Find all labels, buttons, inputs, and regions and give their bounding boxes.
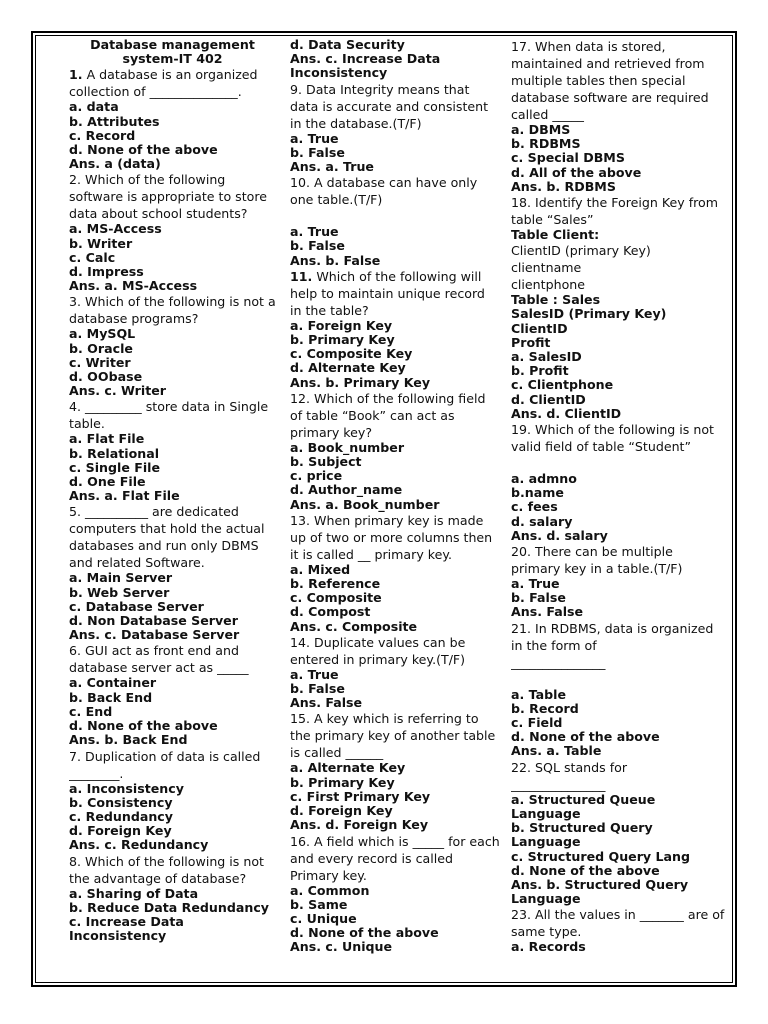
answer-line: b. Primary Key xyxy=(290,774,395,790)
question-text: 17. When data is stored, maintained and retrieved from multiple tables then special database software are required called _____ xyxy=(511,39,709,122)
answer-line: a. Records xyxy=(511,939,586,955)
answer-line: Ans. d. ClientID xyxy=(511,405,622,421)
column-2 xyxy=(290,38,500,982)
question-number: 1. xyxy=(69,67,83,83)
answer-line: a. Book_number xyxy=(290,439,405,455)
question-text xyxy=(290,268,500,319)
answer-line: b. Writer xyxy=(69,235,133,251)
answer-line: b. False xyxy=(290,681,345,697)
question-text: 4. _________ store data in Single table. xyxy=(69,399,269,432)
answer-line: b. Relational xyxy=(69,445,160,461)
answer-line: Ans. d. Foreign Key xyxy=(290,817,429,833)
question-number: 11. xyxy=(290,268,313,284)
answer-line: a. MS-Access xyxy=(69,221,162,237)
answer-line: b. Reference xyxy=(290,576,381,592)
question-text: 2. Which of the following software is appropriate to store data about school students? xyxy=(69,172,268,222)
answer-line: a. Alternate Key xyxy=(290,760,406,776)
answer-line: a. Structured Queue Language xyxy=(511,791,656,821)
answer-line: c. Field xyxy=(511,715,563,731)
answer-line: a. True xyxy=(290,224,339,240)
spacer xyxy=(290,208,500,225)
answer-line: d. OObase xyxy=(69,369,143,385)
answer-line: Ans. b. RDBMS xyxy=(511,178,616,194)
answer-line: d. salary xyxy=(511,513,573,529)
answer-line: c. Clientphone xyxy=(511,377,614,393)
page-title: system-IT 402 xyxy=(122,51,223,67)
answer-line: c. fees xyxy=(511,499,558,515)
answer-line: d. None of the above xyxy=(290,925,439,941)
question-text: 10. A database can have only one table.(T/F) xyxy=(290,175,478,208)
question-text: 7. Duplication of data is called ________. xyxy=(69,748,261,781)
answer-line: SalesID (Primary Key) xyxy=(511,306,667,322)
question-text xyxy=(69,66,276,100)
answer-line: b. False xyxy=(290,144,345,160)
answer-line: b. Structured Query Language xyxy=(511,820,653,850)
column-3 xyxy=(511,38,725,982)
answer-line: Ans. a. MS-Access xyxy=(69,278,198,294)
answer-line: d. Compost xyxy=(290,604,371,620)
answer-line: Ans. False xyxy=(290,695,363,711)
answer-line: a. Sharing of Data xyxy=(69,885,199,901)
answer-line: a. admno xyxy=(511,471,577,487)
answer-line: a. data xyxy=(69,99,119,115)
answer-line: c. End xyxy=(69,703,113,719)
answer-line: d. One File xyxy=(69,474,146,490)
answer-line: a. True xyxy=(290,666,339,682)
column-1 xyxy=(69,38,276,982)
question-text: 18. Identify the Foreign Key from table “Sales” xyxy=(511,195,719,228)
answer-line: Profit xyxy=(511,334,551,350)
answer-line: Ans. c. Increase Data Inconsistency xyxy=(290,51,441,81)
answer-line: Ans. c. Writer xyxy=(69,383,166,399)
answer-line: Ans. c. Unique xyxy=(290,939,393,955)
question-text: 5. __________ are dedicated computers that hold the actual databases and run only DBMS and related Software. xyxy=(69,504,265,571)
answer-line: Ans. a (data) xyxy=(69,156,161,172)
answer-line: a. Inconsistency xyxy=(69,780,184,796)
answer-line: b. Subject xyxy=(290,454,362,470)
answer-line: c. Writer xyxy=(69,354,131,370)
answer-line: c. Record xyxy=(69,127,136,143)
question-text: 9. Data Integrity means that data is accurate and consistent in the database.(T/F) xyxy=(290,81,489,131)
answer-line: Table Client: xyxy=(511,227,600,243)
spacer xyxy=(511,455,725,472)
answer-line: c. Special DBMS xyxy=(511,150,625,166)
answer-line: a. Main Server xyxy=(69,570,173,586)
page-title: Database management xyxy=(90,38,255,52)
answer-line: b. Same xyxy=(290,896,348,912)
answer-line: a. True xyxy=(511,576,560,592)
answer-line: Ans. a. Table xyxy=(511,743,602,759)
answer-line: b. Back End xyxy=(69,689,153,705)
answer-line: a. Table xyxy=(511,686,567,702)
question-body: Which of the following will help to maintain unique record in the table? xyxy=(290,268,485,318)
answer-line: c. Unique xyxy=(290,910,357,926)
answer-line: Ans. c. Redundancy xyxy=(69,837,209,853)
answer-line: d. None of the above xyxy=(69,718,218,734)
question-text: 22. SQL stands for _______________ xyxy=(511,759,628,792)
answer-line: Ans. a. Flat File xyxy=(69,488,180,504)
answer-line: a. DBMS xyxy=(511,122,571,137)
answer-line: Ans. d. salary xyxy=(511,527,608,543)
answer-line: c. Composite xyxy=(290,590,382,606)
answer-line: a. Flat File xyxy=(69,431,145,447)
question-text: 21. In RDBMS, data is organized in the form of xyxy=(511,620,714,653)
answer-line: b. Reduce Data Redundancy xyxy=(69,899,269,915)
answer-line: d. None of the above xyxy=(511,729,660,745)
answer-line: Ans. a. Book_number xyxy=(290,496,440,512)
question-text: 15. A key which is referring to the primary key of another table is called ______ xyxy=(290,711,496,761)
answer-line: d. ClientID xyxy=(511,391,586,407)
answer-line: d. All of the above xyxy=(511,164,642,180)
question-text: 3. Which of the following is not a database programs? xyxy=(69,294,276,327)
answer-line: Ans. False xyxy=(511,604,584,620)
answer-line: b. False xyxy=(290,238,345,254)
spacer xyxy=(511,671,725,688)
question-text: 13. When primary key is made up of two or more columns then it is called __ primary key. xyxy=(290,512,493,562)
question-text: 20. There can be multiple primary key in a table.(T/F) xyxy=(511,544,683,577)
table-field-line: ClientID (primary Key) xyxy=(511,243,651,259)
answer-line: a. SalesID xyxy=(511,349,582,365)
question-text: 6. GUI act as front end and database server act as _____ xyxy=(69,643,249,676)
question-text: 19. Which of the following is not valid field of table “Student” xyxy=(511,422,714,455)
answer-line: d. Impress xyxy=(69,264,144,280)
answer-line: c. Redundancy xyxy=(69,808,173,824)
answer-line: c. Increase Data Inconsistency xyxy=(69,913,184,944)
answer-line: Ans. b. Structured Query Language xyxy=(511,876,689,907)
answer-line: b. Profit xyxy=(511,363,569,379)
answer-line: Ans. c. Composite xyxy=(290,618,418,634)
answer-line: b. Record xyxy=(511,700,579,716)
question-text: 14. Duplicate values can be entered in primary key.(T/F) xyxy=(290,634,466,667)
answer-line: c. price xyxy=(290,468,343,484)
answer-line: c. Calc xyxy=(69,249,116,265)
answer-line: Table : Sales xyxy=(511,292,601,308)
answer-line: b.name xyxy=(511,485,564,501)
answer-line: d. Foreign Key xyxy=(69,823,172,839)
question-text: _______________ xyxy=(511,654,606,670)
answer-line: c. Database Server xyxy=(69,598,204,614)
question-text: 8. Which of the following is not the advantage of database? xyxy=(69,853,264,886)
answer-line: Ans. b. False xyxy=(290,252,381,268)
answer-line: a. Common xyxy=(290,882,370,898)
answer-line: a. Container xyxy=(69,675,157,691)
answer-line: c. Structured Query Lang xyxy=(511,848,691,864)
answer-line: b. Web Server xyxy=(69,584,170,600)
question-text: 23. All the values in _______ are of same type. xyxy=(511,907,725,940)
table-field-line: clientphone xyxy=(511,277,586,293)
answer-line: Ans. c. Database Server xyxy=(69,627,240,643)
question-body: A database is an organized collection of ______________. xyxy=(69,67,258,100)
answer-line: c. First Primary Key xyxy=(290,788,431,804)
answer-line: Ans. a. True xyxy=(290,159,374,175)
answer-line: Ans. b. Back End xyxy=(69,732,188,748)
answer-line: a. Mixed xyxy=(290,561,351,577)
answer-line: a. True xyxy=(290,130,339,146)
answer-line: b. RDBMS xyxy=(511,136,581,152)
answer-line: a. Foreign Key xyxy=(290,317,393,333)
answer-line: a. MySQL xyxy=(69,326,136,342)
answer-line: d. None of the above xyxy=(511,862,660,878)
answer-line: d. Data Security xyxy=(290,38,405,52)
answer-line: b. Consistency xyxy=(69,794,173,810)
answer-line: Ans. b. Primary Key xyxy=(290,374,431,390)
answer-line: d. Author_name xyxy=(290,482,403,498)
answer-line: b. Attributes xyxy=(69,113,160,129)
answer-line: d. Non Database Server xyxy=(69,613,238,629)
answer-line: c. Composite Key xyxy=(290,346,413,362)
answer-line: b. False xyxy=(511,590,566,606)
answer-line: ClientID xyxy=(511,320,568,336)
answer-line: b. Primary Key xyxy=(290,332,395,348)
question-text: 12. Which of the following field of table “Book” can act as primary key? xyxy=(290,390,486,440)
answer-line: b. Oracle xyxy=(69,340,133,356)
answer-line: c. Single File xyxy=(69,459,161,475)
question-text: 16. A field which is _____ for each and every record is called Primary key. xyxy=(290,833,500,883)
answer-line: d. Alternate Key xyxy=(290,360,406,376)
table-field-line: clientname xyxy=(511,260,582,276)
answer-line: d. Foreign Key xyxy=(290,803,393,819)
answer-line: d. None of the above xyxy=(69,142,218,158)
